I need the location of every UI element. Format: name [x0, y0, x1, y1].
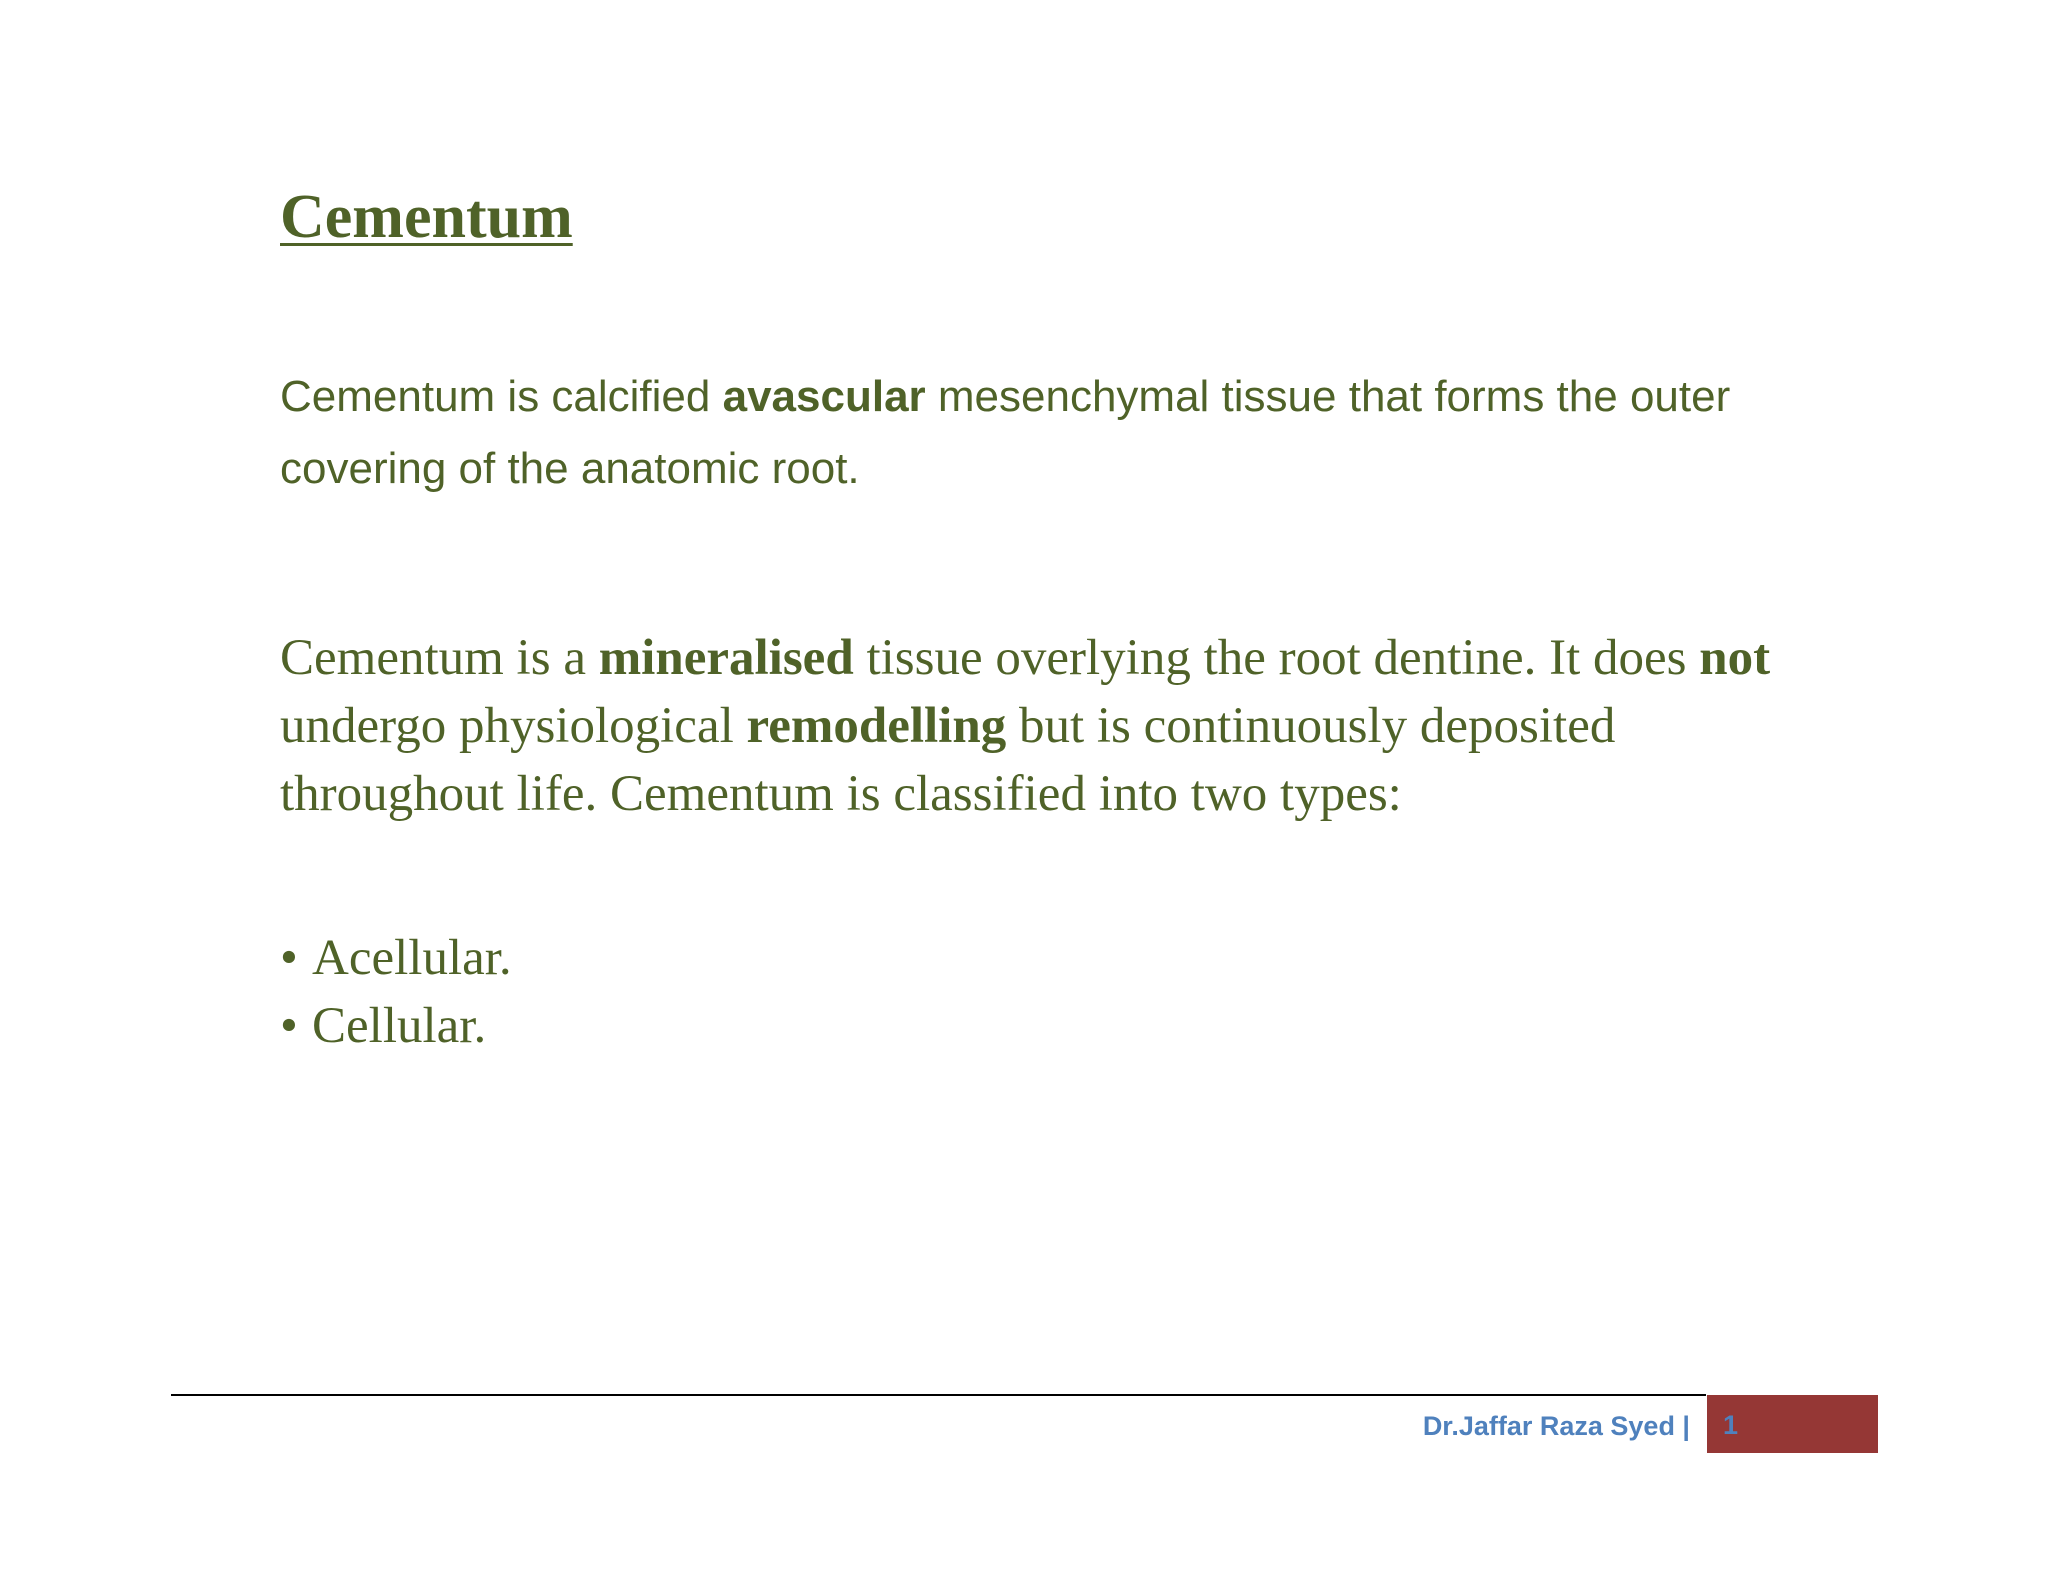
page-number: 1: [1723, 1410, 1739, 1440]
description-bold-remodelling: remodelling: [746, 698, 1007, 754]
definition-bold-avascular: avascular: [722, 372, 926, 421]
description-text-2: tissue overlying the root dentine. It does: [853, 630, 1700, 686]
definition-text-end: mesenchymal tissue that forms the outer covering of the anatomic root.: [280, 372, 1731, 493]
bullet-icon: •: [280, 930, 298, 986]
definition-text-start: Cementum is calcified: [280, 372, 723, 421]
footer-divider: [171, 1394, 1706, 1396]
page-number-box: [1707, 1395, 1878, 1453]
list-item: [280, 924, 512, 992]
description-text-3: undergo physiological: [280, 698, 747, 754]
bullet-icon: •: [280, 998, 298, 1054]
description-text-4: but is continuously deposited throughout life. Cementum is classified into two types:: [280, 698, 1616, 822]
description-bold-not: not: [1699, 630, 1771, 686]
list-item: [280, 992, 512, 1060]
cementum-types-list: [280, 924, 512, 1060]
definition-paragraph: [280, 361, 1780, 505]
description-bold-mineralised: mineralised: [598, 630, 854, 686]
footer-author: Dr.Jaffar Raza Syed |: [1422, 1411, 1690, 1441]
document-title: Cementum: [280, 183, 573, 251]
list-item-label: Cellular.: [312, 998, 487, 1054]
list-item-label: Acellular.: [312, 930, 512, 986]
description-text-1: Cementum is a: [280, 630, 599, 686]
description-paragraph: [280, 624, 1840, 828]
